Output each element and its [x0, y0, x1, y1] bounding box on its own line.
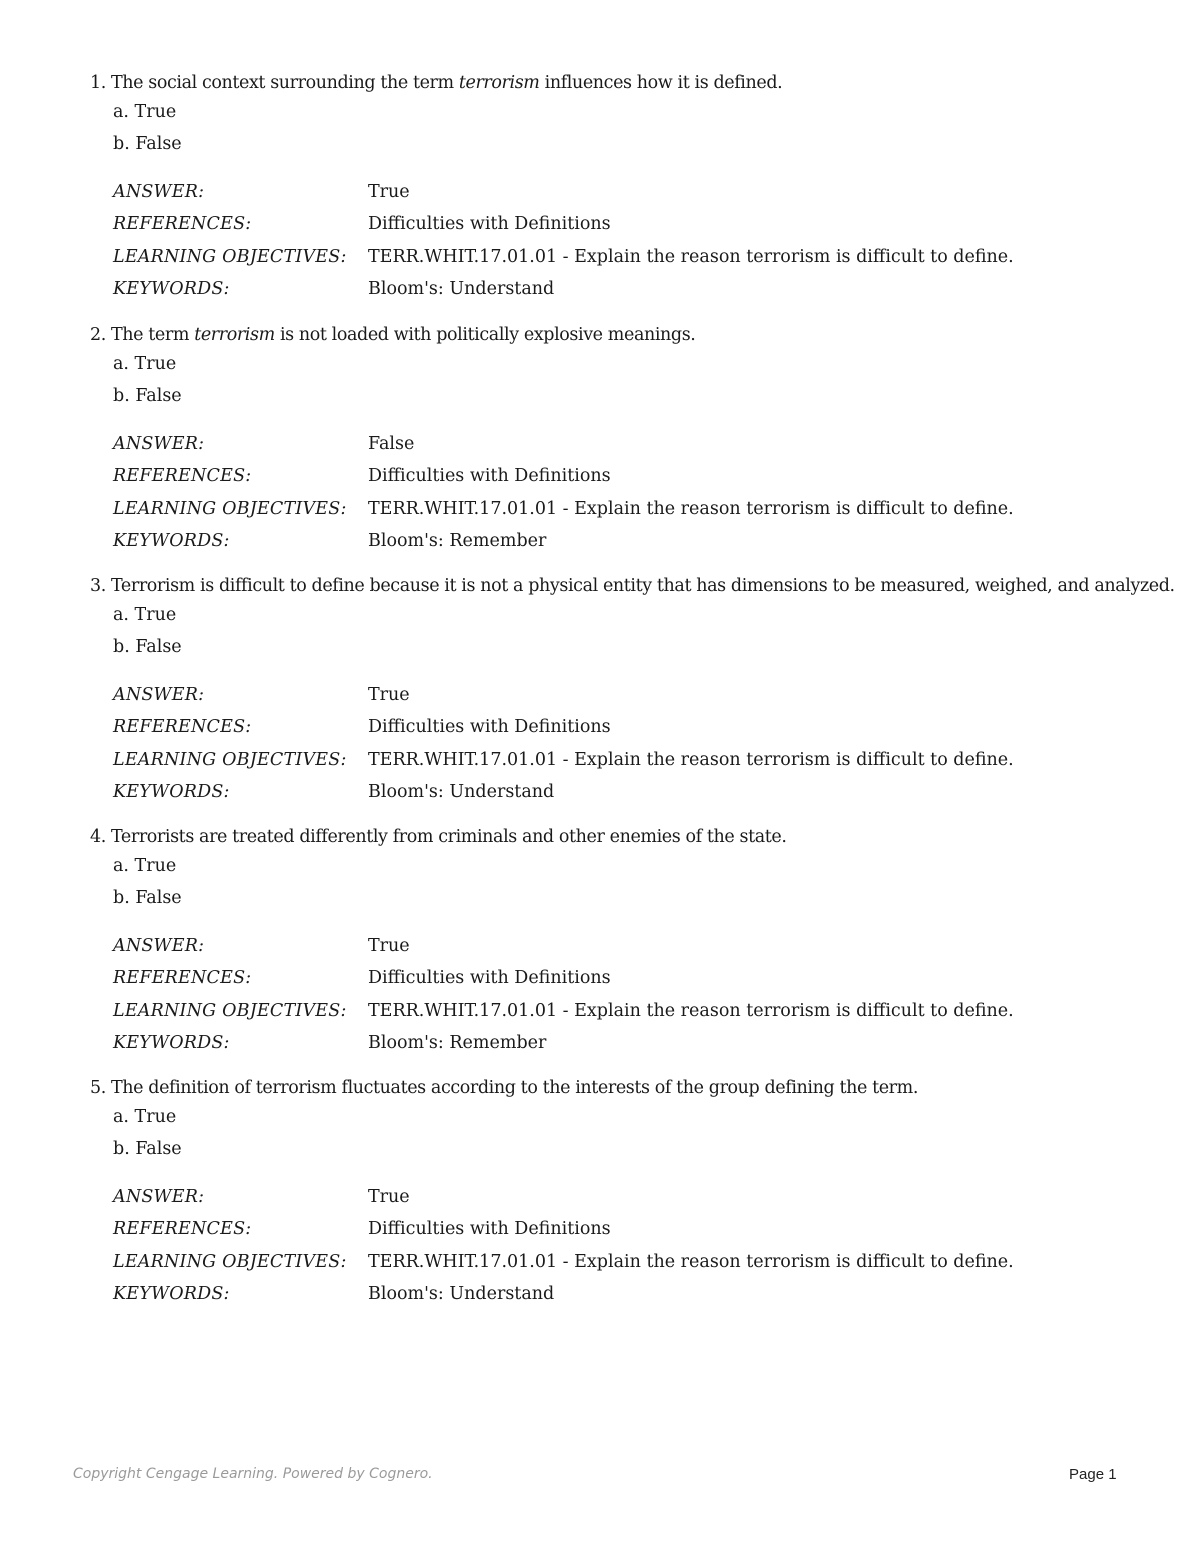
references-label: REFERENCES:	[113, 1219, 252, 1239]
keywords-label: KEYWORDS:	[113, 279, 230, 299]
answer-label: ANSWER:	[113, 685, 205, 705]
option-a: a. True	[113, 102, 177, 122]
question-stem	[90, 1077, 918, 1099]
question-1	[0, 72, 1200, 312]
keywords-value: Bloom's: Understand	[368, 1284, 555, 1304]
answer-value: True	[368, 182, 410, 202]
objectives-value: TERR.WHIT.17.01.01 - Explain the reason terrorism is difficult to define.	[368, 1252, 1014, 1272]
option-a: a. True	[113, 354, 177, 374]
references-value: Difficulties with Definitions	[368, 214, 611, 234]
question-term: terrorism	[194, 325, 275, 345]
question-text: The term	[111, 325, 195, 345]
keywords-label: KEYWORDS:	[113, 1284, 230, 1304]
option-b: b. False	[113, 386, 182, 406]
question-number: 5.	[90, 1078, 106, 1098]
question-5	[0, 1077, 1200, 1317]
answer-label: ANSWER:	[113, 1187, 205, 1207]
option-a: a. True	[113, 605, 177, 625]
answer-value: True	[368, 1187, 410, 1207]
objectives-label: LEARNING OBJECTIVES:	[113, 750, 347, 770]
question-text-end: influences how it is defined.	[539, 73, 783, 93]
answer-label: ANSWER:	[113, 182, 205, 202]
option-b: b. False	[113, 888, 182, 908]
question-text: The social context surrounding the term	[111, 73, 459, 93]
question-text: Terrorism is difficult to define because it is not a physical entity that has dimensions to be measured, weighed, and analyzed.	[111, 576, 1175, 596]
question-4	[0, 826, 1200, 1066]
question-text: The definition of terrorism fluctuates according to the interests of the group defining the term.	[111, 1078, 918, 1098]
question-number: 3.	[90, 576, 106, 596]
option-b: b. False	[113, 1139, 182, 1159]
references-value: Difficulties with Definitions	[368, 1219, 611, 1239]
keywords-value: Bloom's: Remember	[368, 1033, 547, 1053]
objectives-value: TERR.WHIT.17.01.01 - Explain the reason terrorism is difficult to define.	[368, 750, 1014, 770]
question-term: terrorism	[458, 73, 540, 93]
copyright-footer: Copyright Cengage Learning. Powered by Cognero.	[73, 1466, 433, 1482]
keywords-value: Bloom's: Understand	[368, 279, 555, 299]
references-label: REFERENCES:	[113, 466, 252, 486]
objectives-value: TERR.WHIT.17.01.01 - Explain the reason terrorism is difficult to define.	[368, 247, 1014, 267]
references-label: REFERENCES:	[113, 214, 252, 234]
answer-label: ANSWER:	[113, 936, 205, 956]
keywords-label: KEYWORDS:	[113, 1033, 230, 1053]
question-number: 1.	[90, 73, 106, 93]
option-a: a. True	[113, 1107, 177, 1127]
question-stem	[90, 324, 695, 346]
question-text-end: is not loaded with politically explosive meanings.	[274, 325, 696, 345]
keywords-value: Bloom's: Understand	[368, 782, 555, 802]
objectives-label: LEARNING OBJECTIVES:	[113, 247, 347, 267]
answer-value: True	[368, 936, 410, 956]
answer-value: True	[368, 685, 410, 705]
references-label: REFERENCES:	[113, 968, 252, 988]
objectives-value: TERR.WHIT.17.01.01 - Explain the reason terrorism is difficult to define.	[368, 1001, 1014, 1021]
answer-label: ANSWER:	[113, 434, 205, 454]
question-3	[0, 575, 1200, 815]
page-number: Page 1	[1069, 1466, 1117, 1483]
question-stem	[90, 575, 1175, 597]
objectives-value: TERR.WHIT.17.01.01 - Explain the reason terrorism is difficult to define.	[368, 499, 1014, 519]
references-label: REFERENCES:	[113, 717, 252, 737]
question-number: 2.	[90, 325, 106, 345]
option-b: b. False	[113, 134, 182, 154]
option-a: a. True	[113, 856, 177, 876]
references-value: Difficulties with Definitions	[368, 968, 611, 988]
keywords-label: KEYWORDS:	[113, 782, 230, 802]
question-2	[0, 324, 1200, 564]
question-number: 4.	[90, 827, 106, 847]
keywords-label: KEYWORDS:	[113, 531, 230, 551]
question-stem	[90, 72, 782, 94]
answer-value: False	[368, 434, 415, 454]
references-value: Difficulties with Definitions	[368, 466, 611, 486]
option-b: b. False	[113, 637, 182, 657]
objectives-label: LEARNING OBJECTIVES:	[113, 1252, 347, 1272]
references-value: Difficulties with Definitions	[368, 717, 611, 737]
keywords-value: Bloom's: Remember	[368, 531, 547, 551]
question-text: Terrorists are treated differently from criminals and other enemies of the state.	[111, 827, 787, 847]
objectives-label: LEARNING OBJECTIVES:	[113, 1001, 347, 1021]
objectives-label: LEARNING OBJECTIVES:	[113, 499, 347, 519]
question-stem	[90, 826, 787, 848]
